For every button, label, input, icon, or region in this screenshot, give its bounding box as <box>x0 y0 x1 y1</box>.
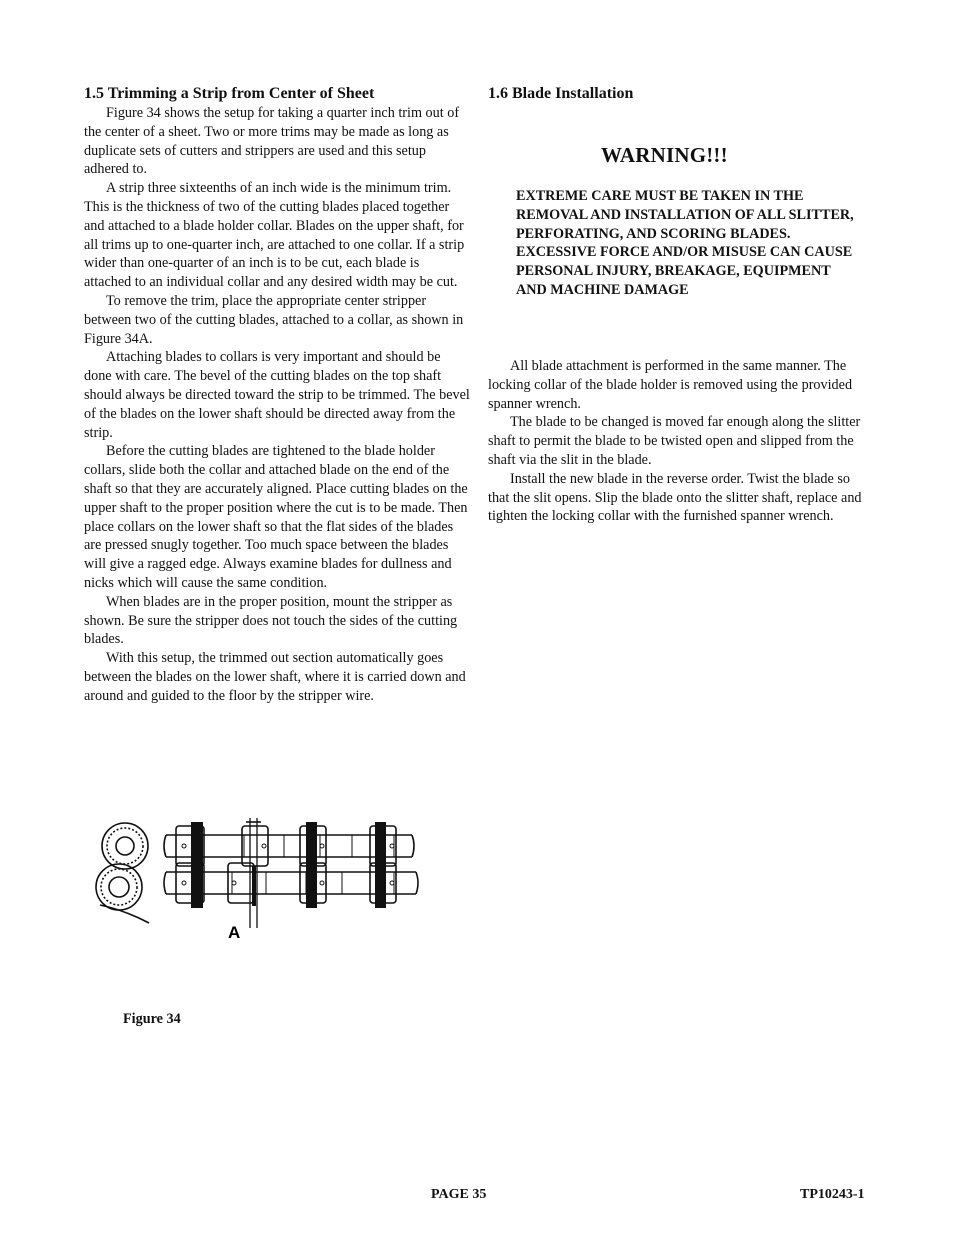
paragraph: When blades are in the proper position, mount the stripper as shown. Be sure the stripper does not touch the sides of the cutting blades. <box>84 593 458 648</box>
paragraph: Attaching blades to collars is very important and should be done with care. The bevel of the cutting blades on the top shaft should always be directed toward the strip to be trimmed. The bevel of the blades on the lower shaft should be directed away from the strip. <box>84 349 470 441</box>
paragraph: With this setup, the trimmed out section automatically goes between the blades on the lower shaft, where it is carried down and around and guided to the floor by the stripper wire. <box>84 650 466 704</box>
slitter-shafts-illustration <box>94 810 424 945</box>
paragraph: To remove the trim, place the appropriate center stripper between two of the cutting blades, attached to a collar, as shown in Figure 34A. <box>84 292 464 347</box>
section-heading-1-5: 1.5 Trimming a Strip from Center of Sheet <box>84 85 375 102</box>
figure-callout-a: A <box>228 923 241 942</box>
paragraph: Before the cutting blades are tightened to the blade holder collars, slide both the collar and attached blade on the end of the shaft so that they are accurately aligned. Place cutting blades on the upper shaft to the proper position where the cut is to be made. Then place collars on the lower shaft so that the flat sides of the blades are pressed snugly together. Too much space between the blades will give a ragged edge. Always examine blades for dullness and nicks which will cause the same condition. <box>84 443 468 591</box>
paragraph: Figure 34 shows the setup for taking a quarter inch trim out of the center of a sheet. Two or more trims may be made as long as duplicate sets of cutters and strippers are used and this setup adhered to. <box>84 105 460 178</box>
blade-installation-text <box>488 357 870 526</box>
figure-34-drawing <box>94 810 424 945</box>
section-1-5 <box>84 84 470 706</box>
paragraph: All blade attachment is performed in the same manner. The locking collar of the blade holder is removed using the provided spanner wrench. <box>488 358 853 412</box>
figure-caption: Figure 34 <box>123 1011 181 1027</box>
section-1-6 <box>488 84 870 104</box>
upper-roller <box>102 823 148 869</box>
section-heading-1-6: 1.6 Blade Installation <box>488 85 634 102</box>
paragraph: A strip three sixteenths of an inch wide is the minimum trim. This is the thickness of two of the cutting blades placed together and attached to a blade holder collar. Blades on the upper shaft, for all trims up to one-quarter inch, are attached to one collar. If a strip wider than one-quarter of an inch is to be cut, each blade is attached to an individual collar and any desired width may be cut. <box>84 180 465 291</box>
paragraph: Install the new blade in the reverse order. Twist the blade so that the slit opens. Slip the blade onto the slitter shaft, replace and tighten the locking collar with the furnished spanner wrench. <box>488 470 862 525</box>
paragraph: The blade to be changed is moved far enough along the slitter shaft to permit the blade to be twisted open and slipped from the shaft via the slit in the blade. <box>488 414 861 468</box>
warning-body: EXTREME CARE MUST BE TAKEN IN THE REMOVAL AND INSTALLATION OF ALL SLITTER, PERFORATING, AND SCORING BLADES. EXCESSIVE FORCE AND/OR MISUSE CAN CAUSE PERSONAL INJURY, BREAKAGE, EQUIPMENT AND MACHINE DAMAGE <box>516 188 854 298</box>
document-id: TP10243-1 <box>800 1187 865 1202</box>
lower-roller <box>96 864 142 910</box>
page-number: PAGE 35 <box>431 1187 487 1202</box>
warning-title: WARNING!!! <box>601 143 728 167</box>
